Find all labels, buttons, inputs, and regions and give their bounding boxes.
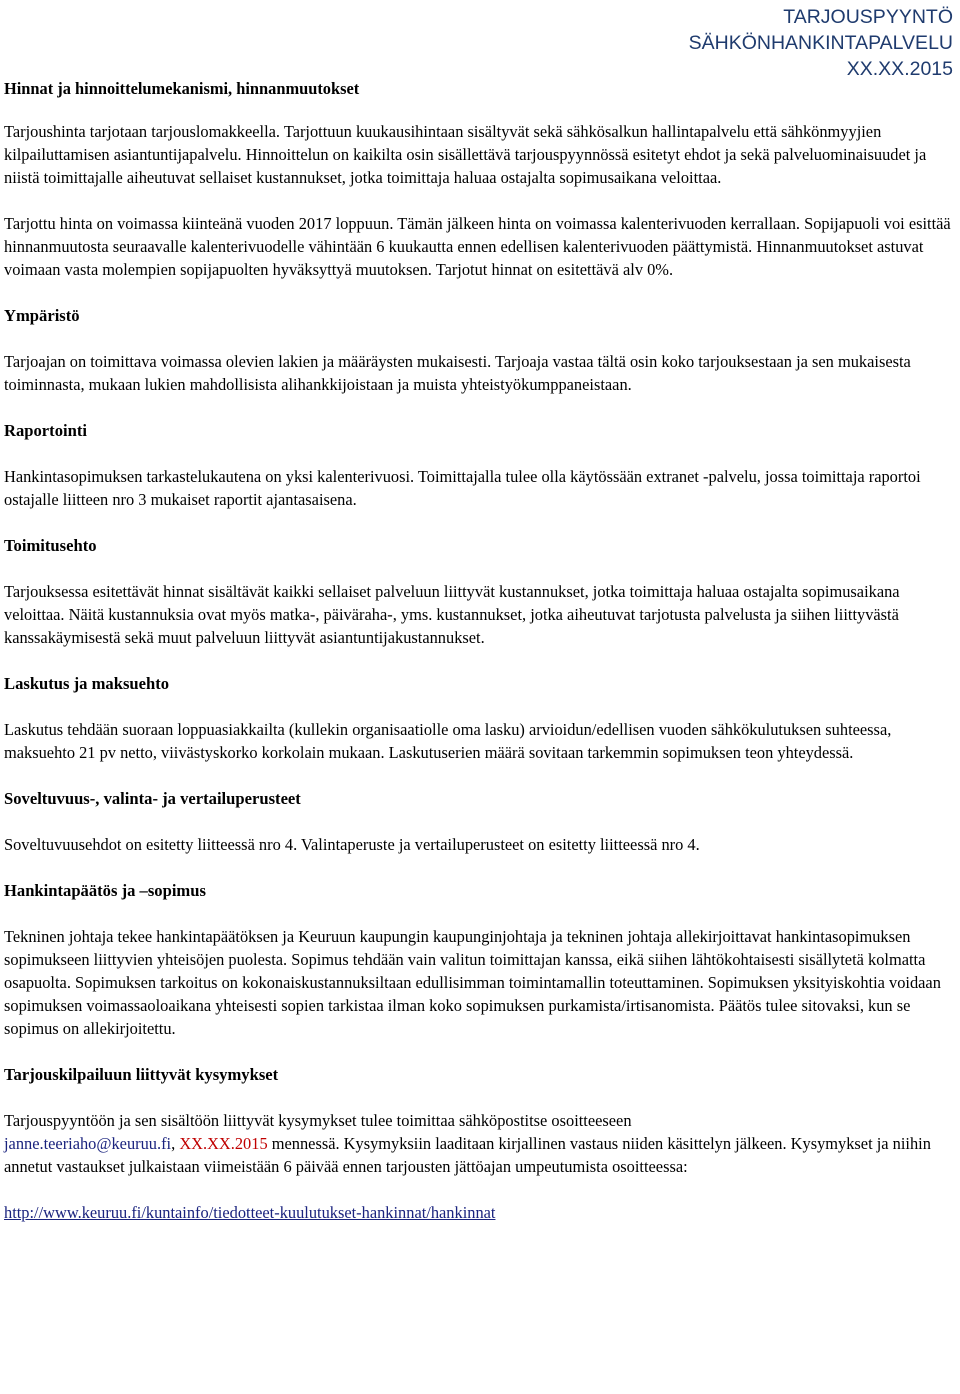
section-heading-decision: Hankintapäätös ja –sopimus — [4, 881, 206, 900]
section-heading-criteria: Soveltuvuus-, valinta- ja vertailuperusteet — [4, 789, 301, 808]
criteria-paragraph: Soveltuvuusehdot on esitetty liitteessä nro 4. Valintaperuste ja vertailuperusteet on esitetty liitteessä nro 4. — [4, 835, 700, 854]
email-separator: , — [171, 1134, 176, 1153]
header-doc-date: XX.XX.2015 — [846, 58, 953, 80]
reporting-paragraph: Hankintasopimuksen tarkastelukautena on yksi kalenterivuosi. Toimittajalla tulee olla käytössään extranet -palvelu, jossa toimittaja raportoi ostajalle liitteen nro 3 mukaiset raportit ajantasaisena. — [4, 467, 921, 509]
document-body — [4, 120, 956, 1224]
decision-paragraph: Tekninen johtaja tekee hankintapäätöksen ja Keuruun kaupungin kaupunginjohtaja ja tekninen johtaja allekirjoittavat hankintasopimuksen sopimukseen liittyvien yhteisöjen puolesta. Sopimus tehdään vain valitun toimittajan kanssa, eikä siihen lähtökohtaisesti sisällytetä kolmatta osapuolta. Sopimuksen tarkoitus on kokonaiskustannuksiltaan edullisimman toimintamallin toteuttaminen. Sopimuksen yksityiskohtia voidaan sopimuksen voimassaoloaikana yhteisesti sopien tarkistaa ilman koko sopimuksen purkamista/irtisanomista. Päätös tulee sitovaksi, kun se sopimus on allekirjoitettu. — [4, 927, 941, 1038]
questions-rest: mennessä. Kysymyksiin laaditaan kirjallinen vastaus niiden käsittelyn jälkeen. Kysymykset ja niihin annetut vastaukset julkaistaan viimeistään 6 päivää ennen tarjousten jättöajan umpeutumista osoitteessa: — [4, 1134, 931, 1176]
section-heading-pricing: Hinnat ja hinnoittelumekanismi, hinnanmuutokset — [4, 79, 360, 98]
pricing-paragraph-2: Tarjottu hinta on voimassa kiinteänä vuoden 2017 loppuun. Tämän jälkeen hinta on voimassa kalenterivuoden kerrallaan. Sopijapuoli voi esittää hinnanmuutosta seuraavalle kalenterivuodelle vähintään 6 kuukautta ennen edellisen kalenterivuoden päättymistä. Hinnanmuutokset astuvat voimaan vasta molempien sopijapuolten hyväksyttyä muutoksen. Tarjotut hinnat on esitettävä alv 0%. — [4, 214, 951, 279]
document-header — [689, 4, 953, 82]
pricing-paragraph-1: Tarjoushinta tarjotaan tarjouslomakkeella. Tarjottuun kuukausihintaan sisältyvät sekä sähkösalkun hallintapalvelu että sähkönmyyjien kilpailuttamisen asiantuntijapalvelu. Hinnoittelun on kaikilta osin sisällettävä tarjouspyynnössä esitetyt ehdot ja sekä palveluominaisuudet ja niistä toimittajalle aiheutuvat sellaiset kustannukset, jotka toimittaja haluaa ostajalta sopimusaikana veloittaa. — [4, 122, 927, 187]
section-heading-environment: Ympäristö — [4, 306, 80, 325]
questions-paragraph — [4, 1109, 956, 1178]
section-heading-questions: Tarjouskilpailuun liittyvät kysymykset — [4, 1065, 279, 1084]
contact-email-link[interactable]: janne.teeriaho@keuruu.fi — [4, 1134, 172, 1153]
procurement-url-link[interactable]: http://www.keuruu.fi/kuntainfo/tiedotteet-kuulutukset-hankinnat/hankinnat — [4, 1203, 496, 1222]
section-heading-reporting: Raportointi — [4, 421, 87, 440]
deadline-date: XX.XX.2015 — [179, 1134, 268, 1153]
billing-paragraph: Laskutus tehdään suoraan loppuasiakkailta (kullekin organisaatiolle oma lasku) arvioidun/edellisen vuoden sähkökulutuksen suhteessa, maksuehto 21 pv netto, viivästyskorko korkolain mukaan. Laskutuserien määrä sovitaan tarkemmin sopimuksen teon yhteydessä. — [4, 720, 892, 762]
header-doc-subject: SÄHKÖNHANKINTAPALVELU — [688, 32, 953, 54]
environment-paragraph: Tarjoajan on toimittava voimassa olevien lakien ja määräysten mukaisesti. Tarjoaja vastaa tältä osin koko tarjouksestaan ja sen mukaisesta toiminnasta, mukaan lukien mahdollisista alihankkijoistaan ja muista yhteistyökumppaneistaan. — [4, 352, 911, 394]
delivery-paragraph: Tarjouksessa esitettävät hinnat sisältävät kaikki sellaiset palveluun liittyvät kustannukset, jotka toimittaja haluaa ostajalta sopimusaikana veloittaa. Näitä kustannuksia ovat myös matka-, päiväraha-, yms. kustannukset, jotka aiheutuvat tarjotusta palvelusta ja siihen liittyvästä kanssakäymisestä sekä muut palveluun liittyvät asiantuntijakustannukset. — [4, 582, 900, 647]
questions-intro: Tarjouspyyntöön ja sen sisältöön liittyvät kysymykset tulee toimittaa sähköpostitse osoitteeseen — [4, 1111, 632, 1130]
section-heading-billing: Laskutus ja maksuehto — [4, 674, 170, 693]
section-heading-delivery: Toimitusehto — [4, 536, 97, 555]
header-doc-type: TARJOUSPYYNTÖ — [783, 6, 953, 28]
